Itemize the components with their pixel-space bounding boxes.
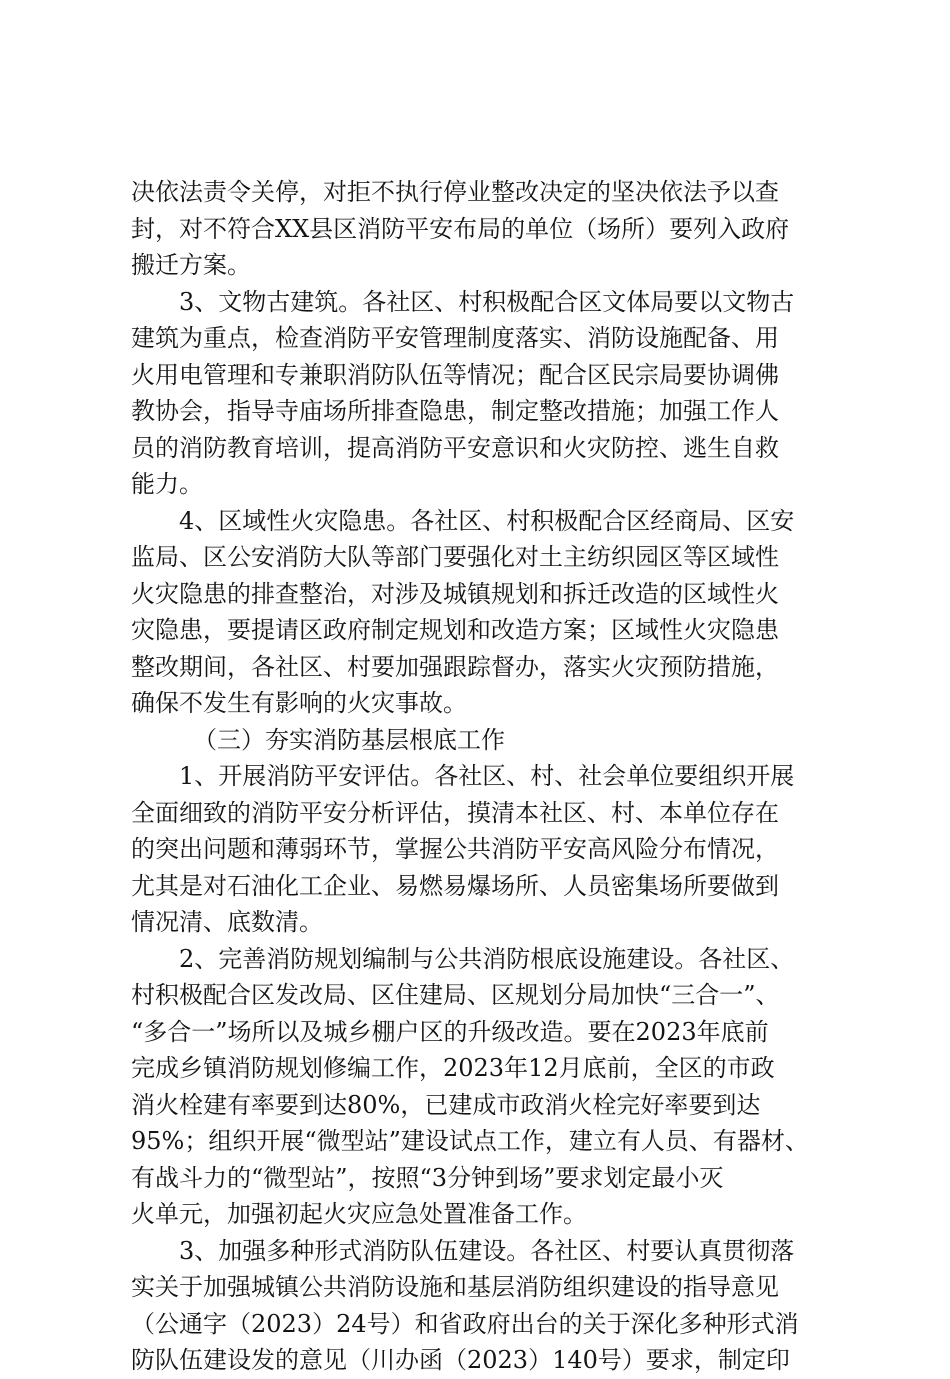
paragraph-line: 确保不发生有影响的火灾事故。 — [131, 689, 467, 717]
paragraph-line: 4、区域性火灾隐患。各社区、村积极配合区经商局、区安 — [179, 506, 795, 535]
paragraph-line: 实关于加强城镇公共消防设施和基层消防组织建设的指导意见 — [131, 1273, 779, 1301]
paragraph-line: 1、开展消防平安评估。各社区、村、社会单位要组织开展 — [179, 762, 795, 790]
paragraph-line: 教协会，指导寺庙场所排查隐患，制定整改措施；加强工作人 — [131, 397, 779, 425]
paragraph-line: 整改期间，各社区、村要加强跟踪督办，落实火灾预防措施， — [131, 652, 779, 681]
document-body — [131, 174, 831, 1379]
paragraph-line: 村积极配合区发改局、区住建局、区规划分局加快“三合一”、 — [131, 981, 780, 1009]
paragraph-line: 尤其是对石油化工企业、易燃易爆场所、人员密集场所要做到 — [131, 871, 779, 900]
paragraph-line: 消火栓建有率要到达80%，已建成市政消火栓完好率要到达 — [131, 1090, 761, 1119]
paragraph-line: 决依法责令关停，对拒不执行停业整改决定的坚决依法予以查 — [131, 178, 779, 206]
paragraph-line: 搬迁方案。 — [131, 251, 251, 279]
paragraph-line: 3、加强多种形式消防队伍建设。各社区、村要认真贯彻落 — [179, 1236, 795, 1265]
paragraph-line: （公通字（2023）24号）和省政府出台的关于深化多种形式消 — [131, 1309, 799, 1338]
paragraph-line: 建筑为重点，检查消防平安管理制度落实、消防设施配备、用 — [131, 324, 779, 352]
paragraph-line: 灾隐患，要提请区政府制定规划和改造方案；区域性火灾隐患 — [131, 616, 779, 644]
paragraph-line: 有战斗力的“微型站”，按照“3分钟到场”要求划定最小灭 — [131, 1163, 724, 1192]
paragraph-line: 能力。 — [131, 470, 203, 498]
paragraph-line: 2、完善消防规划编制与公共消防根底设施建设。各社区、 — [179, 944, 795, 973]
paragraph-line: 员的消防教育培训，提高消防平安意识和火灾防控、逃生自救 — [131, 433, 779, 462]
paragraph-line: 情况清、底数清。 — [131, 908, 323, 936]
paragraph-line: 封，对不符合XX县区消防平安布局的单位（场所）要列入政府 — [131, 214, 790, 243]
paragraph-line: 全面细致的消防平安分析评估，摸清本社区、村、本单位存在 — [131, 798, 779, 827]
paragraph-line: 的突出问题和薄弱环节，掌握公共消防平安高风险分布情况， — [131, 835, 779, 863]
paragraph-line: 完成乡镇消防规划修编工作，2023年12月底前，全区的市政 — [131, 1054, 775, 1082]
paragraph-line: 火单元，加强初起火灾应急处置准备工作。 — [131, 1200, 587, 1228]
paragraph-line: “多合一”场所以及城乡棚户区的升级改造。要在2023年底前 — [131, 1017, 769, 1046]
paragraph-line: 火灾隐患的排查整治，对涉及城镇规划和拆迁改造的区域性火 — [131, 579, 779, 608]
paragraph-line: 95%；组织开展“微型站”建设试点工作，建立有人员、有器材、 — [131, 1127, 809, 1155]
paragraph-line: 监局、区公安消防大队等部门要强化对土主纺织园区等区域性 — [131, 543, 779, 571]
paragraph-line: 3、文物古建筑。各社区、村积极配合区文体局要以文物古 — [179, 287, 795, 316]
paragraph-line: 防队伍建设发的意见（川办函（2023）140号）要求，制定印 — [131, 1346, 790, 1374]
section-heading: （三）夯实消防基层根底工作 — [193, 725, 505, 754]
paragraph-line: 火用电管理和专兼职消防队伍等情况；配合区民宗局要协调佛 — [131, 360, 779, 389]
